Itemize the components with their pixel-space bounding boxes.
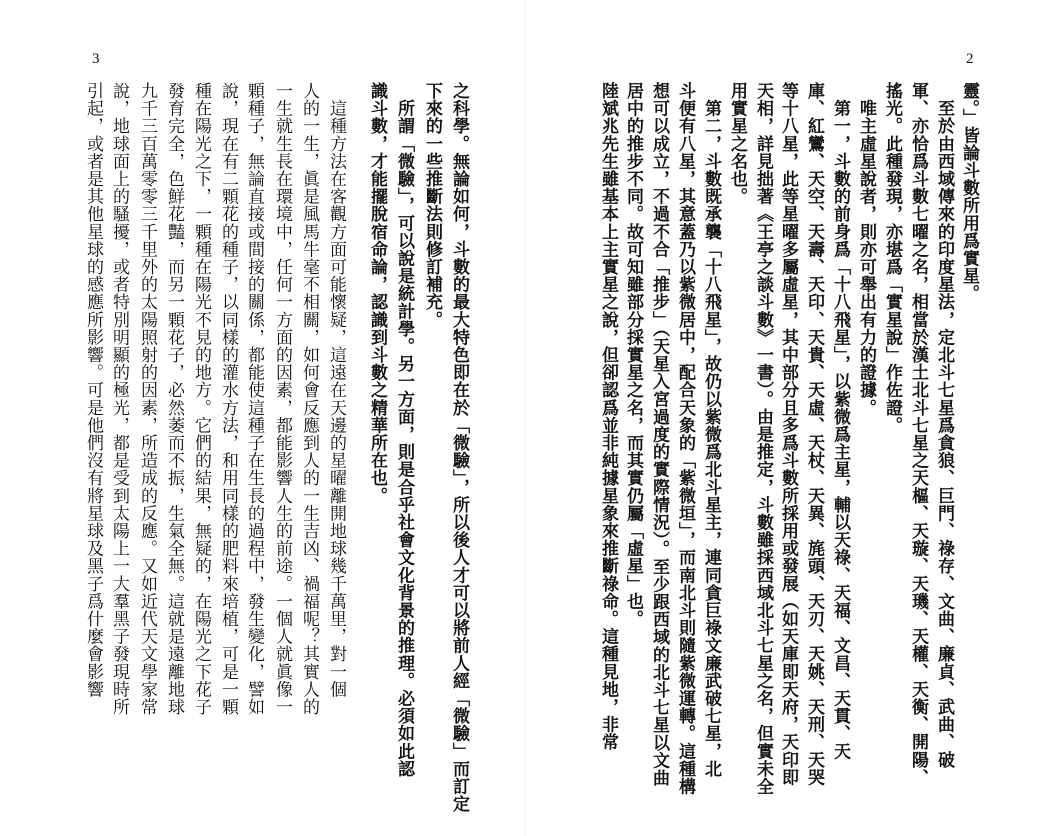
text-column: 陸斌兆先生雖基本上主實星之說，但卻認爲並非純據星象來推斷祿命。這種見地，非常 xyxy=(598,82,618,751)
text-column: 種在陽光之下，一顆種在陽光不見的地方。它們的結果，無疑的，在陽光之下花子 xyxy=(191,82,211,716)
text-column: 斗便有八星，其意蓋乃以紫微居中，配合天象的「紫微垣」，而南北斗則隨紫微運轉。這種構 xyxy=(675,82,695,796)
text-column: 九千三百萬零零三千里外的太陽照射的因素，所造成的反應。又如近代天文學家常 xyxy=(137,82,157,716)
text-column: 天相，詳見拙著《王亭之談斗數》一書）。由是推定，斗數雖採西域北斗七星之名，但實未全 xyxy=(753,82,773,796)
text-column: 唯主虛星說者，則亦可舉出有力的證據。 xyxy=(856,82,876,417)
text-column: 發育完全，色鮮花豔，而另一顆花子，必然萎而不振，生氣全無。這就是遠離地球 xyxy=(164,82,184,716)
page-number: 2 xyxy=(966,51,974,67)
text-column: 之科學。無論如何，斗數的最大特色即在於「微驗」，所以後人才可以將前人經「微驗」而訂定 xyxy=(449,82,469,813)
text-column: 所謂「微驗」，可以說是統計學。另一方面，則是合乎社會文化背景的推理。必須如此認 xyxy=(394,82,414,778)
book-gutter xyxy=(525,0,526,836)
text-column: 說，現在有二顆花的種子，以同樣的灌水方法，和用同樣的肥料來培植，可是一顆 xyxy=(218,82,238,716)
text-column: 引起，或者是其他星球的感應所影響。可是他們沒有將星球及黑子爲什麼會影響 xyxy=(83,82,103,698)
page-number: 3 xyxy=(92,51,100,67)
text-column: 想可以成立，不過不合「推步」（天星入宮過度的實際情況）。至少跟西域的北斗七星以文曲 xyxy=(649,82,669,787)
text-column: 這種方法在客觀方面可能懷疑，這遠在天邊的星曜離開地球幾千萬里，對一個 xyxy=(326,82,346,698)
text-column: 庫、紅鸞、天空、天壽、天印、天貴、天虛、天杖、天異、旄頭、天刃、天姚、天刑、天哭 xyxy=(804,82,824,786)
text-column: 顆種子，無論直接或間接的關係，都能使這種子在生長的過程中，發生變化，譬如 xyxy=(244,82,264,716)
text-column: 軍、亦恰爲斗數七曜之名，相當於漢土北斗七星之天樞、天璇、天璣、天權、天衡、開陽、 xyxy=(908,82,928,786)
text-column: 靈。」皆論斗數所用爲實星。 xyxy=(959,82,979,303)
text-column: 第二，斗數既承襲「十八飛星」，故仍以紫微爲北斗星主，連同貪巨祿文廉武破七星，北 xyxy=(701,82,721,778)
text-column: 說，地球面上的騷擾，或者特別明顯的極光，都是受到太陽上一大羣黑子發現時所 xyxy=(109,82,129,716)
text-column: 搖光。此種發現，亦堪爲「實星說」作佐證。 xyxy=(882,82,902,434)
text-column: 下來的一些推斷法則修訂補充。 xyxy=(422,82,442,329)
text-column: 居中的推步不同。故可知雖部分採實星之名，而其實仍屬「虛星」也。 xyxy=(623,82,643,628)
text-column: 一生就生長在環境中，任何一方面的因素，都能影響人生的前途。一個人就眞像一 xyxy=(272,82,292,716)
text-column: 至於由西域傳來的印度星法，定北斗七星爲貪狼、巨門、祿存、文曲、廉貞、武曲、破 xyxy=(934,82,954,769)
text-column: 人的一生，眞是風馬牛毫不相關，如何會反應到人的一生吉凶、禍福呢？其實人的 xyxy=(299,82,319,716)
text-column: 第一，斗數的前身爲「十八飛星」，以紫微爲主星，輔以天祿、天福、文昌、天貫、天 xyxy=(830,82,850,760)
text-column: 識斗數，才能擺脫宿命論，認識到斗數之精華所在也。 xyxy=(367,82,387,505)
text-column: 用實星之名也。 xyxy=(727,82,747,206)
text-column: 等十八星，此等星曜多屬虛星，其中部分且多爲斗數所採用或發展（如天庫即天府，天印即 xyxy=(778,82,798,786)
